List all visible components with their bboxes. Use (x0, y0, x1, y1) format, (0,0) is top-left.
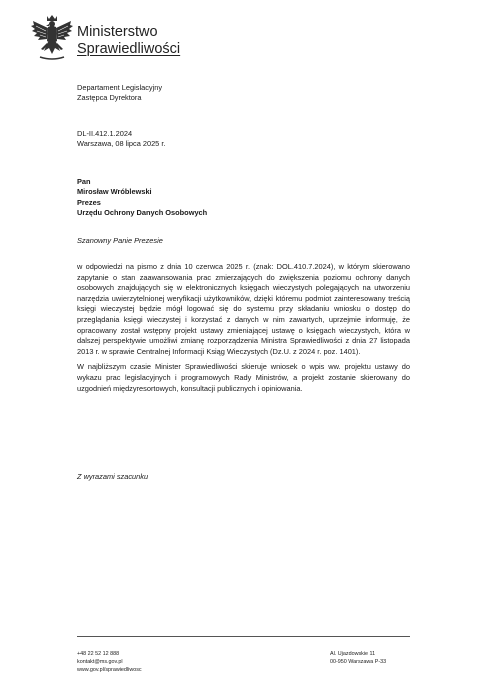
footer-divider (77, 636, 410, 637)
signatory-role: Zastępca Dyrektora (77, 93, 142, 102)
footer-website: www.gov.pl/sprawiedliwosc (77, 667, 142, 674)
footer-phone: +48 22 52 12 888 (77, 651, 120, 657)
recipient-position: Prezes (77, 197, 101, 207)
recipient-name: Mirosław Wróblewski (77, 187, 152, 197)
recipient-block (77, 177, 207, 219)
footer-contact (77, 650, 142, 675)
footer-street: Al. Ujazdowskie 11 (330, 651, 376, 657)
place-date: Warszawa, 08 lipca 2025 r. (77, 139, 166, 148)
footer-postal: 00-950 Warszawa P-33 (330, 659, 387, 666)
footer-address (330, 650, 386, 666)
body-paragraph-1: w odpowiedzi na pismo z dnia 10 czerwca 2025 r. (znak: DOL.410.7.2024), w którym skierowano zapytanie o stan zaawansowania prac zmierzających do zwiększenia poziomu ochrony danych osobowych znajdujących się w elektronicznych księgach wieczystych polegających na utworzeniu narzędzia uwierzytelnionej weryfikacji użytkowników, dzięki któremu podmiot zainteresowany treścią księgi wieczystej będzie mógł logować się do systemu przy składaniu wniosku o dostęp do przeglądania księgi wieczystej i korzystać z danych w nim zawartych, uprzejmie informuję, że opracowany został wstępny projekt ustawy zmieniającej ustawę o księgach wieczystych, która w dalszej perspektywie umożliwi zmianę rozporządzenia Ministra Sprawiedliwości z dnia 27 listopada 2013 r. w sprawie Centralnej Informacji Ksiąg Wieczystych (Dz.U. z 2024 r. poz. 1401). (77, 262, 410, 356)
reference-block (77, 129, 165, 149)
polish-eagle-emblem-icon (30, 13, 74, 63)
ministry-name (77, 24, 180, 58)
ministry-name-line2: Sprawiedliwości (77, 41, 181, 57)
letter-body (77, 262, 410, 399)
footer-email: kontakt@ms.gov.pl (77, 659, 123, 666)
body-paragraph-2: W najbliższym czasie Minister Sprawiedliwości skieruje wniosek o wpis ww. projektu ustawy do wykazu prac legislacyjnych i programowych Rady Ministrów, a projekt zostanie skierowany do uzgodnień międzyresortowych, konsultacji publicznych i opiniowania. (77, 362, 410, 393)
recipient-office: Urzędu Ochrony Danych Osobowych (77, 208, 208, 218)
recipient-title: Pan (77, 177, 91, 186)
ministry-name-line1: Ministerstwo (77, 24, 158, 40)
reference-number: DL-II.412.1.2024 (77, 129, 133, 138)
greeting: Szanowny Panie Prezesie (77, 236, 163, 245)
department-name: Departament Legislacyjny (77, 83, 163, 92)
closing-phrase: Z wyrazami szacunku (77, 472, 149, 481)
department-block (77, 83, 162, 103)
